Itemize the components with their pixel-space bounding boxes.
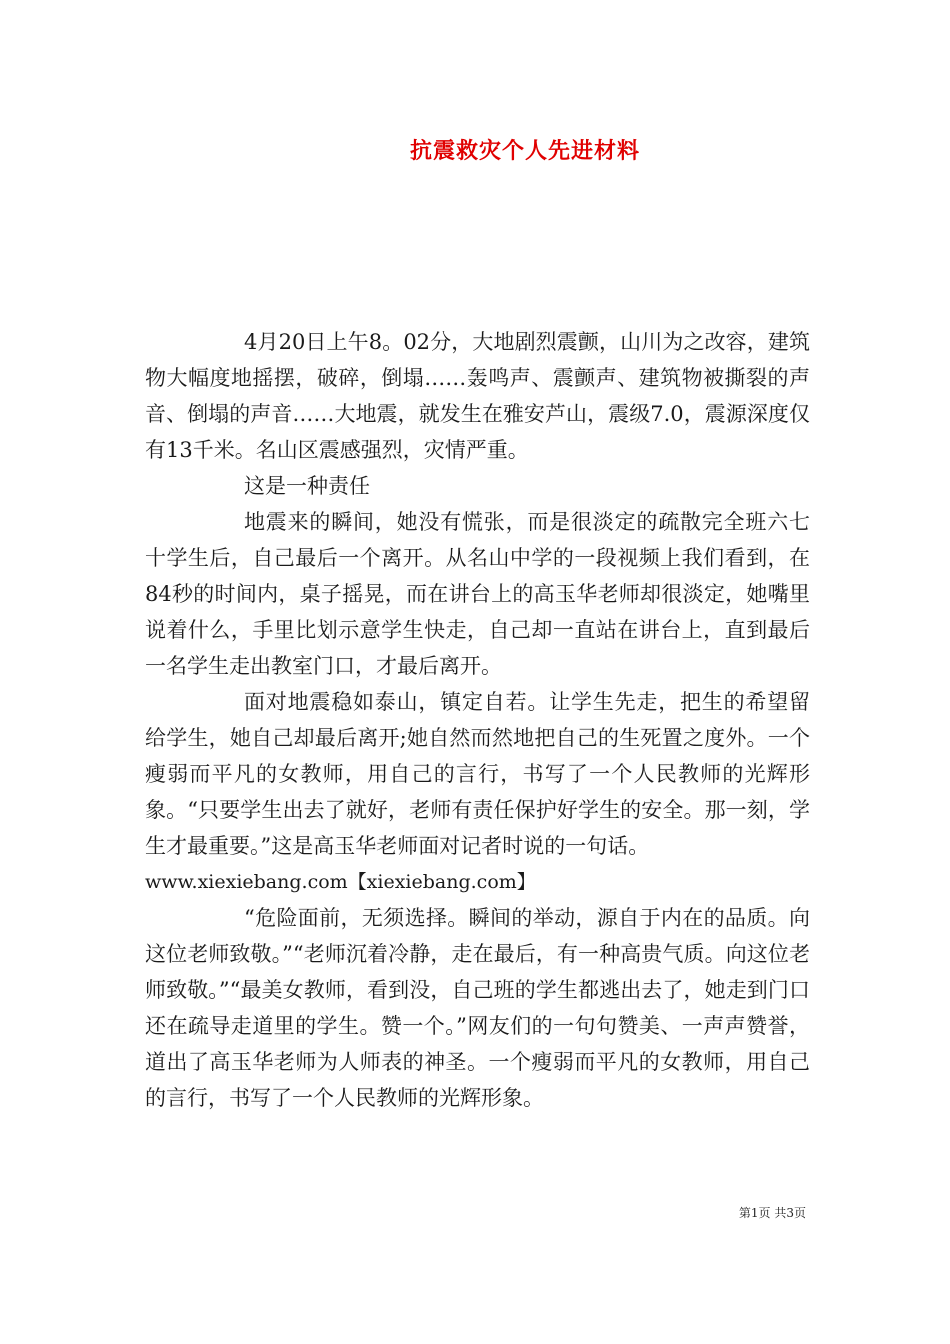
section-heading: 这是一种责任 (244, 474, 370, 498)
paragraph-3: 面对地震稳如泰山，镇定自若。让学生先走，把生的希望留给学生，她自己却最后离开;她自然而然地把自己的生死置之度外。一个瘦弱而平凡的女教师，用自己的言行，书写了一个人民教师的光辉形象。“只要学生出去了就好，老师有责任保护好学生的安全。那一刻，学生才最重要。”这是高玉华老师面对记者时说的一句话。 (145, 690, 810, 858)
paragraph-2: 地震来的瞬间，她没有慌张，而是很淡定的疏散完全班六七十学生后，自己最后一个离开。从名山中学的一段视频上我们看到，在84秒的时间内，桌子摇晃，而在讲台上的高玉华老师却很淡定，她嘴里说着什么，手里比划示意学生快走，自己却一直站在讲台上，直到最后一名学生走出教室门口，才最后离开。 (145, 510, 810, 678)
document-body (145, 324, 810, 1116)
document-title: 抗震救灾个人先进材料 (409, 138, 640, 164)
page-number: 第1页 共3页 (738, 1206, 806, 1220)
source-url[interactable]: www.xiexiebang.com【xiexiebang.com】 (145, 871, 536, 893)
paragraph-1: 4月20日上午8。02分，大地剧烈震颤，山川为之改容，建筑物大幅度地摇摆，破碎，倒塌……轰鸣声、震颤声、建筑物被撕裂的声音、倒塌的声音……大地震，就发生在雅安芦山，震级7.0，震源深度仅有13千米。名山区震感强烈，灾情严重。 (145, 330, 810, 462)
paragraph-4: “危险面前，无须选择。瞬间的举动，源自于内在的品质。向这位老师致敬。”“老师沉着冷静，走在最后，有一种高贵气质。向这位老师致敬。”“最美女教师，看到没，自己班的学生都逃出去了，她走到门口还在疏导走道里的学生。赞一个。”网友们的一句句赞美、一声声赞誉，道出了高玉华老师为人师表的神圣。一个瘦弱而平凡的女教师，用自己的言行，书写了一个人民教师的光辉形象。 (145, 906, 810, 1110)
